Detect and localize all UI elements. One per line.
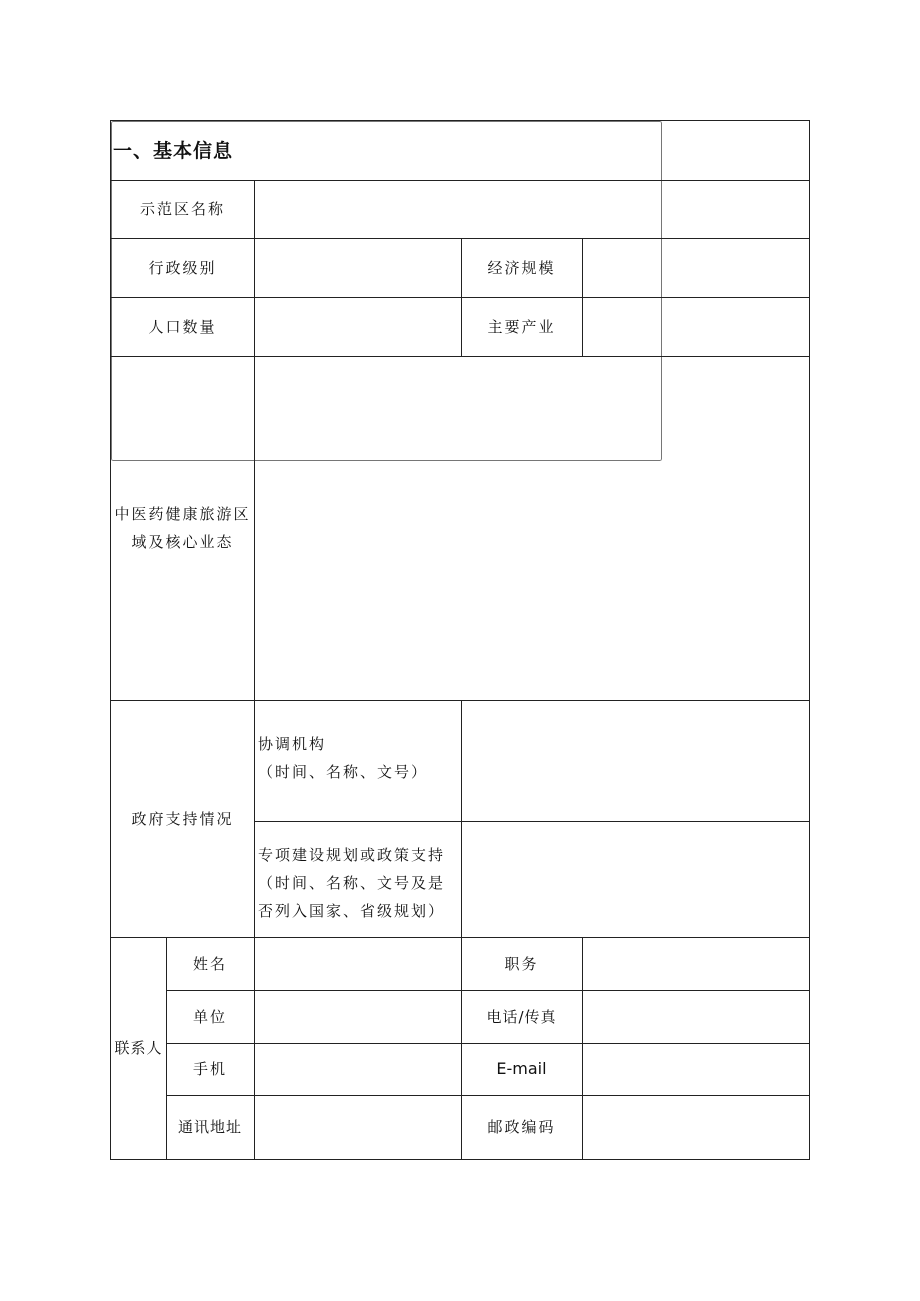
tcm-area-label bbox=[111, 356, 254, 700]
coord-org-note: （时间、名称、文号） bbox=[258, 763, 429, 781]
gov-support-label: 政府支持情况 bbox=[131, 809, 234, 828]
admin-level-label: 行政级别 bbox=[148, 258, 217, 277]
postal-code-input[interactable] bbox=[587, 1100, 804, 1154]
coord-org-label bbox=[254, 700, 461, 821]
unit-label: 单位 bbox=[192, 1007, 227, 1026]
coord-org-input[interactable] bbox=[466, 705, 804, 816]
address-label: 通讯地址 bbox=[177, 1118, 242, 1136]
contact-label: 联系人 bbox=[114, 1039, 163, 1057]
col-divider bbox=[254, 180, 255, 1159]
col-divider bbox=[461, 700, 462, 937]
unit-input[interactable] bbox=[259, 995, 457, 1038]
economic-scale-label: 经济规模 bbox=[487, 258, 556, 277]
mobile-label: 手机 bbox=[192, 1060, 227, 1078]
position-input[interactable] bbox=[587, 942, 804, 985]
col-divider bbox=[582, 238, 583, 356]
email-input[interactable] bbox=[587, 1048, 804, 1090]
name-input[interactable] bbox=[259, 942, 457, 985]
section-title: 一、基本信息 bbox=[113, 139, 234, 162]
special-plan-label bbox=[254, 821, 461, 937]
demo-zone-name-input[interactable] bbox=[259, 185, 804, 233]
mobile-input[interactable] bbox=[259, 1048, 457, 1090]
population-input[interactable] bbox=[259, 302, 457, 351]
special-plan-note: （时间、名称、文号及是否列入国家、省级规划） bbox=[258, 874, 446, 920]
col-divider bbox=[582, 937, 583, 1159]
postal-code-label: 邮政编码 bbox=[487, 1118, 556, 1136]
main-industry-input[interactable] bbox=[587, 302, 804, 351]
phone-fax-label: 电话/传真 bbox=[486, 1007, 557, 1026]
special-plan-title: 专项建设规划或政策支持 bbox=[258, 846, 446, 864]
email-label: E-mail bbox=[496, 1059, 547, 1078]
basic-info-form bbox=[110, 120, 810, 1160]
tcm-area-label-text: 中医药健康旅游区域及核心业态 bbox=[114, 505, 251, 551]
economic-scale-input[interactable] bbox=[587, 243, 804, 292]
phone-fax-input[interactable] bbox=[587, 995, 804, 1038]
demo-zone-name-label: 示范区名称 bbox=[139, 200, 225, 218]
main-industry-label: 主要产业 bbox=[487, 317, 556, 336]
position-label: 职务 bbox=[504, 954, 539, 973]
population-label: 人口数量 bbox=[148, 317, 217, 336]
name-label: 姓名 bbox=[192, 954, 227, 973]
address-input[interactable] bbox=[259, 1100, 457, 1154]
coord-org-title: 协调机构 bbox=[258, 735, 327, 753]
special-plan-input[interactable] bbox=[466, 826, 804, 932]
admin-level-input[interactable] bbox=[259, 243, 457, 292]
